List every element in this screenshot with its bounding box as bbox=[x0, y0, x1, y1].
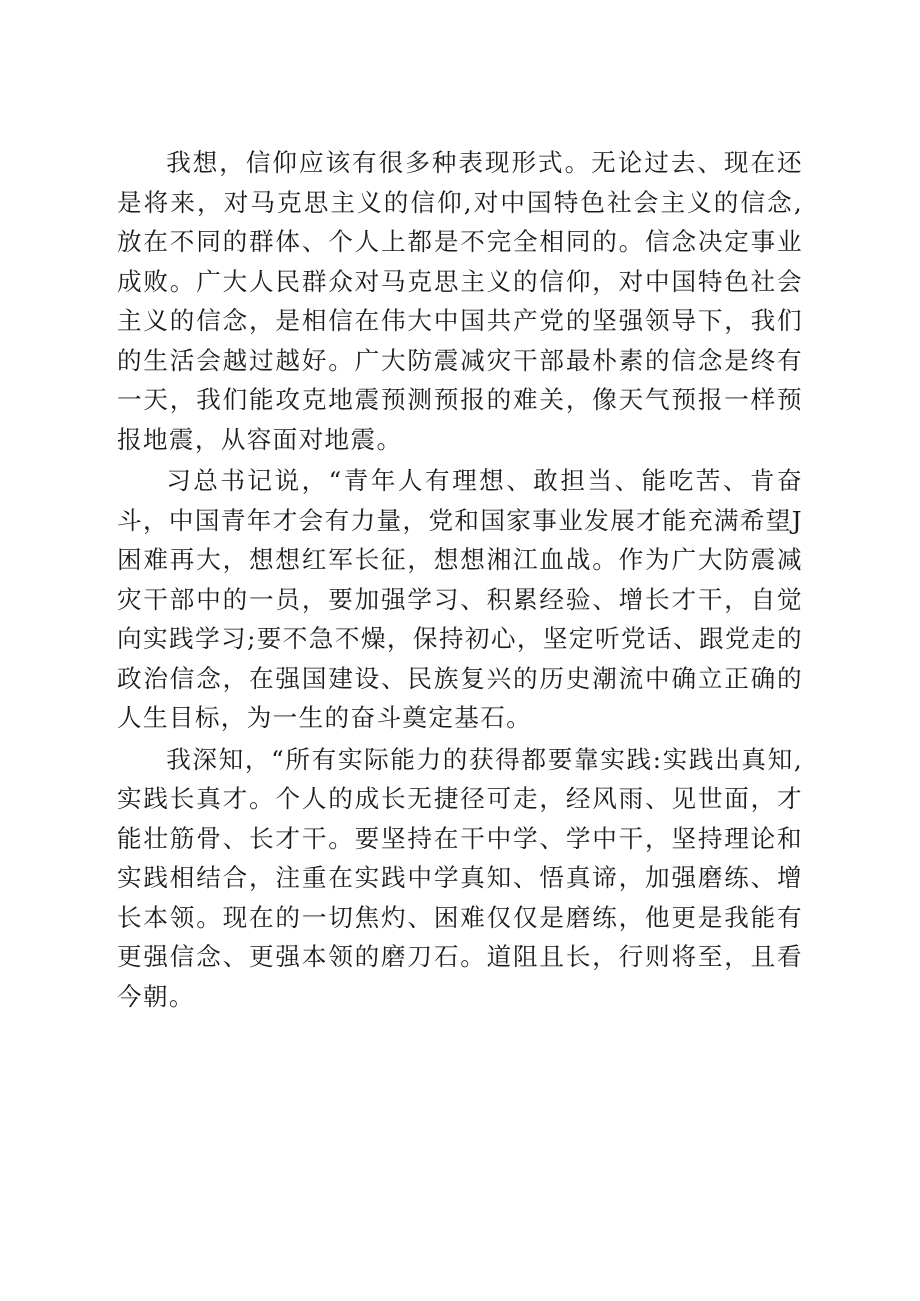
paragraph-practice: 我深知，“所有实际能力的获得都要靠实践:实践出真知,实践长真才。个人的成长无捷径可走，经风雨、见世面，才能壮筋骨、长才干。要坚持在干中学、学中干，坚持理论和实践相结合，注重在实践中学真知、悟真谛，加强磨练、增长本领。现在的一切焦灼、困难仅仅是磨练，他更是我能有更强信念、更强本领的磨刀石。道阻且长，行则将至，且看今朝。 bbox=[117, 744, 803, 1011]
document-body bbox=[117, 143, 803, 1018]
paragraph-youth: 习总书记说，“青年人有理想、敢担当、能吃苦、肯奋斗，中国青年才会有力量，党和国家事业发展才能充满希望J困难再大，想想红军长征，想想湘江血战。作为广大防震减灾干部中的一员，要加强学习、积累经验、增长才干，自觉向实践学习;要不急不燥，保持初心，坚定听党话、跟党走的政治信念，在强国建设、民族复兴的历史潮流中确立正确的人生目标，为一生的奋斗奠定基石。 bbox=[117, 466, 803, 732]
paragraph-faith: 我想，信仰应该有很多种表现形式。无论过去、现在还是将来，对马克思主义的信仰,对中国特色社会主义的信念,放在不同的群体、个人上都是不完全相同的。信念决定事业成败。广大人民群众对马克思主义的信仰，对中国特色社会主义的信念，是相信在伟大中国共产党的坚强领导下，我们的生活会越过越好。广大防震减灾干部最朴素的信念是终有一天，我们能攻克地震预测预报的难关，像天气预报一样预报地震，从容面对地震。 bbox=[117, 148, 803, 454]
